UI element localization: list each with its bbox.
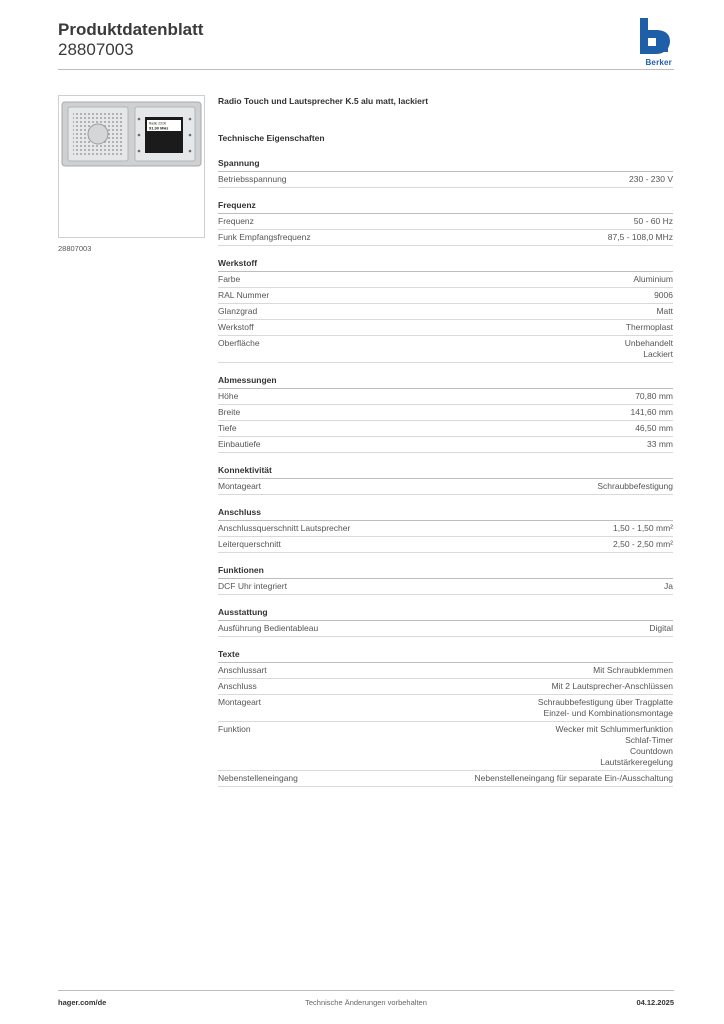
property-value xyxy=(629,174,673,185)
property-value-line: 141,60 mm xyxy=(630,407,673,417)
property-value-line: Ja xyxy=(664,581,673,591)
property-value-line: 9006 xyxy=(654,290,673,300)
section-funktionen xyxy=(218,565,673,595)
section-werkstoff xyxy=(218,258,673,363)
property-value xyxy=(625,338,673,360)
berker-logo xyxy=(638,18,672,54)
property-row xyxy=(218,230,673,246)
document-number: 28807003 xyxy=(58,40,134,59)
property-value-line: Aluminium xyxy=(633,274,673,284)
footer-website: hager.com/de xyxy=(58,998,107,1007)
property-value-line: Einzel- und Kombinationsmontage xyxy=(543,708,673,718)
property-label: Farbe xyxy=(218,274,241,284)
section-title: Konnektivität xyxy=(218,465,673,479)
property-label: Betriebsspannung xyxy=(218,174,287,184)
section-abmessungen xyxy=(218,375,673,453)
properties-heading: Technische Eigenschaften xyxy=(218,133,325,143)
property-value xyxy=(635,391,673,402)
property-value-line: Wecker mit Schlummerfunktion xyxy=(555,724,673,734)
section-spannung xyxy=(218,158,673,188)
property-label: Glanzgrad xyxy=(218,306,258,316)
property-label: Funktion xyxy=(218,724,251,734)
property-row xyxy=(218,579,673,595)
property-label: Montageart xyxy=(218,481,261,491)
property-value xyxy=(556,724,673,768)
section-title: Werkstoff xyxy=(218,258,673,272)
property-value-line: 50 - 60 Hz xyxy=(633,216,673,226)
header-divider xyxy=(58,69,674,70)
document-header xyxy=(58,20,674,70)
property-value xyxy=(608,232,673,243)
product-details xyxy=(218,96,673,799)
berker-logo-text: Berker xyxy=(645,58,672,67)
property-row xyxy=(218,479,673,495)
section-texte xyxy=(218,649,673,787)
property-label: Anschlussart xyxy=(218,665,267,675)
property-row xyxy=(218,405,673,421)
property-value-line: 1,50 - 1,50 mm² xyxy=(613,523,673,533)
section-title: Funktionen xyxy=(218,565,673,579)
property-label: Höhe xyxy=(218,391,239,401)
product-image xyxy=(58,95,205,238)
device-display-line1: Radio 23:00 xyxy=(149,121,167,126)
property-value xyxy=(633,274,673,285)
section-frequenz xyxy=(218,200,673,246)
property-value xyxy=(538,697,673,719)
property-label: Anschluss xyxy=(218,681,257,691)
section-title: Spannung xyxy=(218,158,673,172)
footer-divider xyxy=(58,990,674,991)
property-value-line: Lautstärkeregelung xyxy=(600,757,673,767)
property-row xyxy=(218,521,673,537)
section-title: Abmessungen xyxy=(218,375,673,389)
property-label: Einbautiefe xyxy=(218,439,261,449)
property-label: Oberfläche xyxy=(218,338,260,348)
property-row xyxy=(218,722,673,771)
section-anschluss xyxy=(218,507,673,553)
property-value xyxy=(597,481,673,492)
section-title: Texte xyxy=(218,649,673,663)
property-row xyxy=(218,389,673,405)
document-title: Produktdatenblatt xyxy=(58,20,204,39)
property-value xyxy=(664,581,673,592)
property-sections xyxy=(218,158,673,787)
property-row xyxy=(218,695,673,722)
property-label: Leiterquerschnitt xyxy=(218,539,281,549)
device-display-line2: 91.90 MHz xyxy=(149,125,169,131)
property-value-line: Schraubbefestigung über Tragplatte xyxy=(537,697,673,707)
footer-disclaimer: Technische Änderungen vorbehalten xyxy=(305,998,427,1007)
footer-date: 04.12.2025 xyxy=(636,998,674,1007)
property-value xyxy=(634,216,673,227)
property-row xyxy=(218,621,673,637)
property-row xyxy=(218,320,673,336)
section-title: Anschluss xyxy=(218,507,673,521)
property-row xyxy=(218,172,673,188)
section-konnektivität xyxy=(218,465,673,495)
property-value xyxy=(613,539,673,550)
property-label: Werkstoff xyxy=(218,322,254,332)
property-row xyxy=(218,214,673,230)
property-value-line: Unbehandelt xyxy=(624,338,673,348)
property-label: Breite xyxy=(218,407,241,417)
property-value xyxy=(635,423,673,434)
property-row xyxy=(218,437,673,453)
property-value-line: 230 - 230 V xyxy=(629,174,673,184)
property-value xyxy=(630,407,673,418)
property-value-line: Digital xyxy=(649,623,673,633)
property-value-line: 87,5 - 108,0 MHz xyxy=(607,232,673,242)
property-value xyxy=(593,665,673,676)
property-value xyxy=(647,439,673,450)
property-value-line: Nebenstelleneingang für separate Ein-/Ausschaltung xyxy=(474,773,673,783)
property-row xyxy=(218,288,673,304)
property-row xyxy=(218,771,673,787)
property-row xyxy=(218,537,673,553)
property-label: Nebenstelleneingang xyxy=(218,773,298,783)
property-value xyxy=(649,623,673,634)
property-value-line: 33 mm xyxy=(647,439,673,449)
property-value-line: Schraubbefestigung xyxy=(597,481,673,491)
property-value-line: Schlaf-Timer xyxy=(625,735,673,745)
section-title: Frequenz xyxy=(218,200,673,214)
property-row xyxy=(218,304,673,320)
property-value-line: Matt xyxy=(656,306,673,316)
property-value-line: 2,50 - 2,50 mm² xyxy=(613,539,673,549)
property-value xyxy=(552,681,673,692)
property-row xyxy=(218,679,673,695)
property-label: Tiefe xyxy=(218,423,237,433)
property-row xyxy=(218,421,673,437)
property-value xyxy=(475,773,673,784)
property-value-line: 46,50 mm xyxy=(635,423,673,433)
property-value-line: Mit Schraubklemmen xyxy=(593,665,673,675)
property-value xyxy=(626,322,673,333)
property-value xyxy=(613,523,673,534)
property-label: RAL Nummer xyxy=(218,290,270,300)
property-row xyxy=(218,663,673,679)
property-value-line: Countdown xyxy=(629,746,673,756)
property-label: Anschlussquerschnitt Lautsprecher xyxy=(218,523,351,533)
property-value-line: Mit 2 Lautsprecher-Anschlüssen xyxy=(551,681,673,691)
property-value-line: 70,80 mm xyxy=(635,391,673,401)
property-value-line: Thermoplast xyxy=(625,322,673,332)
property-label: Frequenz xyxy=(218,216,254,226)
property-label: Ausführung Bedientableau xyxy=(218,623,319,633)
property-row xyxy=(218,336,673,363)
property-label: Montageart xyxy=(218,697,261,707)
product-name: Radio Touch und Lautsprecher K.5 alu matt, lackiert xyxy=(218,96,429,106)
property-value xyxy=(656,306,673,317)
section-ausstattung xyxy=(218,607,673,637)
image-caption: 28807003 xyxy=(58,244,92,253)
property-value-line: Lackiert xyxy=(643,349,673,359)
section-title: Ausstattung xyxy=(218,607,673,621)
property-value xyxy=(654,290,673,301)
property-label: Funk Empfangsfrequenz xyxy=(218,232,311,242)
property-row xyxy=(218,272,673,288)
property-label: DCF Uhr integriert xyxy=(218,581,287,591)
